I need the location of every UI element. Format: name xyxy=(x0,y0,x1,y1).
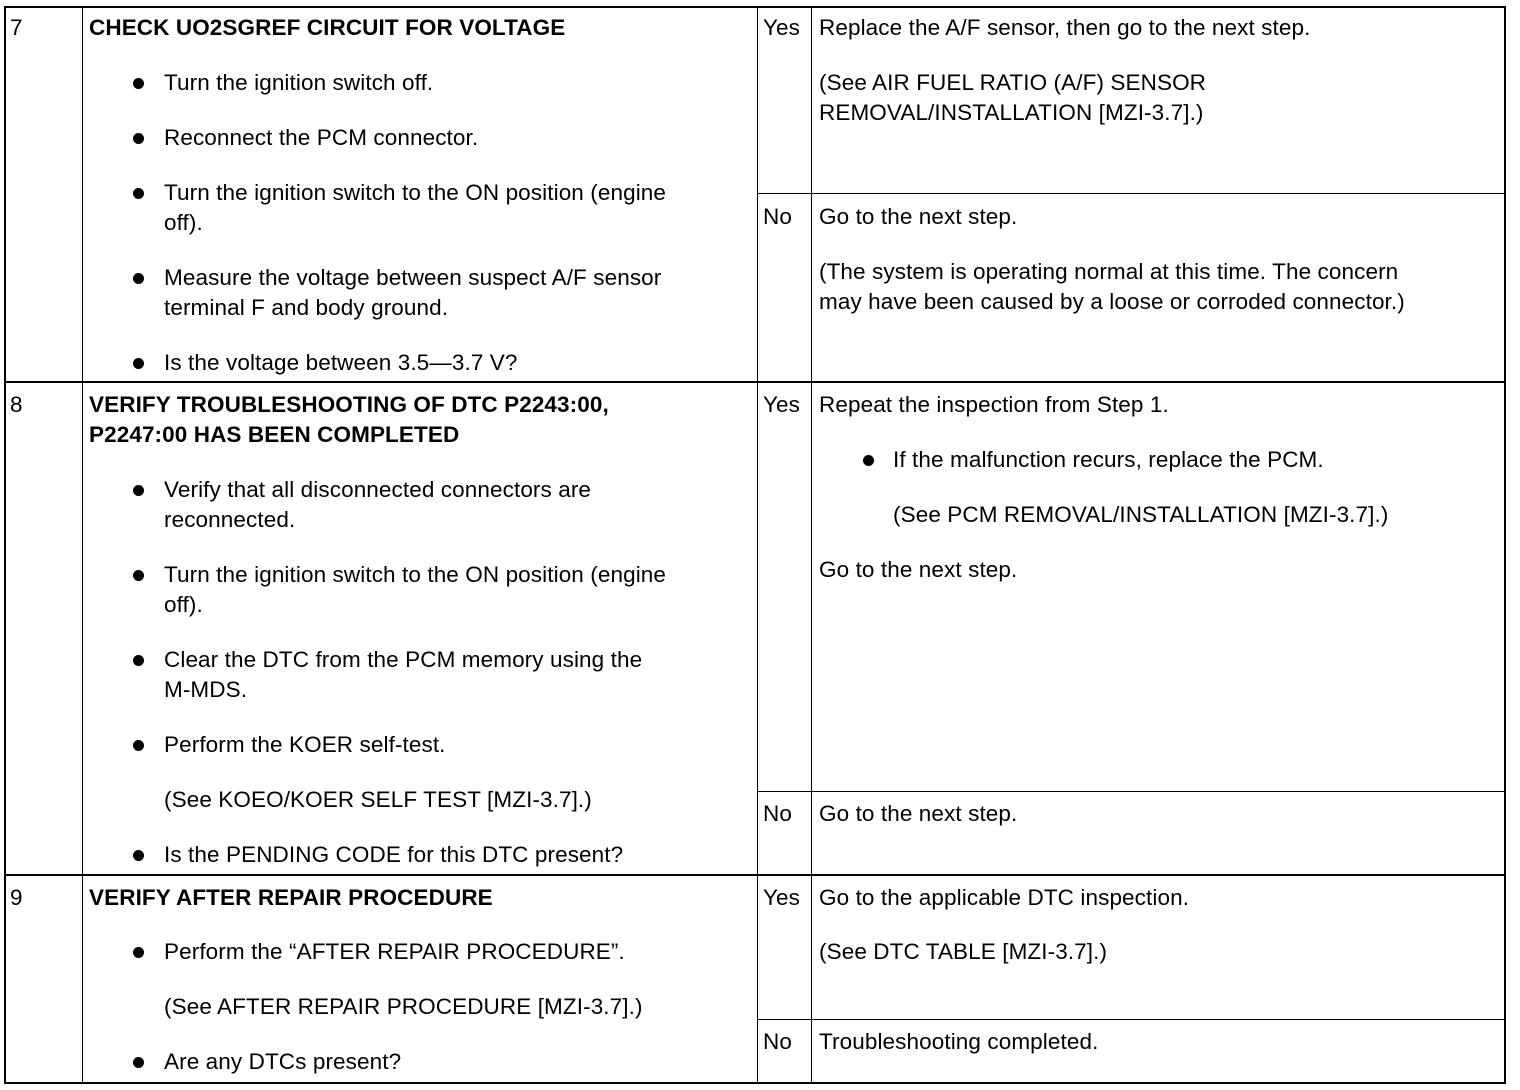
no-result: Troubleshooting completed. xyxy=(819,1029,1099,1054)
yes-result: Go to the next step. xyxy=(819,557,1018,582)
bullet-icon xyxy=(133,485,144,496)
step-instruction: Turn the ignition switch to the ON position (engine xyxy=(164,562,667,587)
step-instruction: Reconnect the PCM connector. xyxy=(164,125,479,150)
step-heading: P2247:00 HAS BEEN COMPLETED xyxy=(89,422,460,447)
step-heading: VERIFY TROUBLESHOOTING OF DTC P2243:00, xyxy=(89,392,609,417)
step-instruction: Clear the DTC from the PCM memory using the xyxy=(164,647,643,672)
step-instruction: Is the PENDING CODE for this DTC present? xyxy=(164,842,624,867)
troubleshooting-table xyxy=(4,6,1506,1084)
no-result: Go to the next step. xyxy=(819,801,1018,826)
step-instruction: Measure the voltage between suspect A/F sensor xyxy=(164,265,662,290)
no-label: No xyxy=(763,1029,792,1054)
yes-label: Yes xyxy=(763,392,801,417)
row-divider-7-8 xyxy=(4,381,1506,383)
step-instruction: M-MDS. xyxy=(164,677,248,702)
step-instruction: Are any DTCs present? xyxy=(164,1049,402,1074)
yes-result: (See DTC TABLE [MZI-3.7].) xyxy=(819,939,1108,964)
yes-label: Yes xyxy=(763,885,801,910)
bullet-icon xyxy=(133,570,144,581)
column-divider-result xyxy=(811,6,812,1084)
no-result: may have been caused by a loose or corroded connector.) xyxy=(819,289,1405,314)
column-divider-action xyxy=(757,6,758,1084)
step-instruction: Turn the ignition switch to the ON position (engine xyxy=(164,180,667,205)
bullet-icon xyxy=(133,740,144,751)
step-instruction: Perform the KOER self-test. xyxy=(164,732,446,757)
step-instruction: off). xyxy=(164,210,203,235)
step-number: 7 xyxy=(10,15,23,40)
step-heading: CHECK UO2SGREF CIRCUIT FOR VOLTAGE xyxy=(89,15,566,40)
yes-no-divider-7 xyxy=(757,193,1506,194)
step-instruction: off). xyxy=(164,592,203,617)
step-instruction: reconnected. xyxy=(164,507,296,532)
yes-result: (See PCM REMOVAL/INSTALLATION [MZI-3.7].) xyxy=(893,502,1389,527)
step-number: 8 xyxy=(10,392,23,417)
yes-result: Go to the applicable DTC inspection. xyxy=(819,885,1190,910)
yes-result: If the malfunction recurs, replace the PCM. xyxy=(893,447,1324,472)
step-reference: (See AFTER REPAIR PROCEDURE [MZI-3.7].) xyxy=(164,994,643,1019)
no-result: Go to the next step. xyxy=(819,204,1018,229)
yes-no-divider-8 xyxy=(757,791,1506,792)
step-instruction: Is the voltage between 3.5—3.7 V? xyxy=(164,350,518,375)
step-instruction: Verify that all disconnected connectors are xyxy=(164,477,592,502)
bullet-icon xyxy=(133,133,144,144)
step-instruction: terminal F and body ground. xyxy=(164,295,449,320)
bullet-icon xyxy=(133,947,144,958)
yes-result: (See AIR FUEL RATIO (A/F) SENSOR xyxy=(819,70,1207,95)
bullet-icon xyxy=(863,455,874,466)
no-result: (The system is operating normal at this time. The concern xyxy=(819,259,1399,284)
yes-result: REMOVAL/INSTALLATION [MZI-3.7].) xyxy=(819,100,1204,125)
bullet-icon xyxy=(133,358,144,369)
row-divider-8-9 xyxy=(4,874,1506,876)
step-heading: VERIFY AFTER REPAIR PROCEDURE xyxy=(89,885,493,910)
no-label: No xyxy=(763,801,792,826)
bullet-icon xyxy=(133,850,144,861)
yes-result: Repeat the inspection from Step 1. xyxy=(819,392,1169,417)
bullet-icon xyxy=(133,655,144,666)
bullet-icon xyxy=(133,188,144,199)
step-reference: (See KOEO/KOER SELF TEST [MZI-3.7].) xyxy=(164,787,592,812)
step-number: 9 xyxy=(10,885,23,910)
step-instruction: Turn the ignition switch off. xyxy=(164,70,434,95)
bullet-icon xyxy=(133,273,144,284)
step-instruction: Perform the “AFTER REPAIR PROCEDURE”. xyxy=(164,939,625,964)
bullet-icon xyxy=(133,1057,144,1068)
yes-result: Replace the A/F sensor, then go to the next step. xyxy=(819,15,1311,40)
yes-label: Yes xyxy=(763,15,801,40)
yes-no-divider-9 xyxy=(757,1019,1506,1020)
column-divider-step xyxy=(82,6,83,1084)
no-label: No xyxy=(763,204,792,229)
bullet-icon xyxy=(133,78,144,89)
